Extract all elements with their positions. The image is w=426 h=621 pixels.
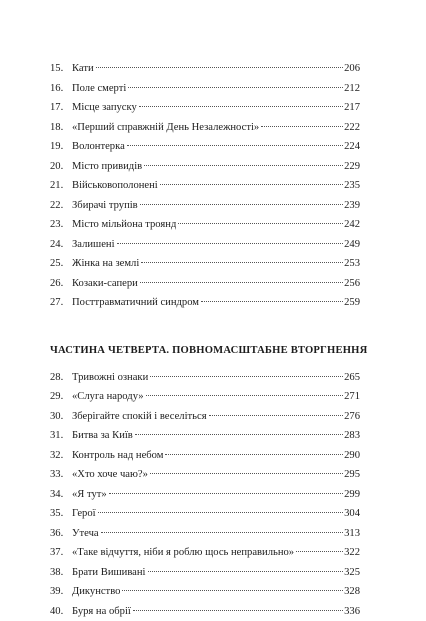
toc-entry bbox=[50, 215, 360, 235]
chapter-title: Дикунство bbox=[72, 582, 120, 602]
toc-entry bbox=[50, 602, 360, 621]
chapter-title: Буря на обрії bbox=[72, 602, 131, 621]
toc-entry bbox=[50, 254, 360, 274]
page-number: 265 bbox=[344, 368, 360, 388]
page-number: 271 bbox=[344, 387, 360, 407]
chapter-number: 20. bbox=[50, 157, 72, 177]
dot-leader bbox=[101, 532, 344, 533]
chapter-title: Збирачі трупів bbox=[72, 196, 138, 216]
chapter-title: Контроль над небом bbox=[72, 446, 163, 466]
chapter-title: Жінка на землі bbox=[72, 254, 139, 274]
toc-part-three-list bbox=[50, 59, 360, 313]
chapter-number: 23. bbox=[50, 215, 72, 235]
toc-entry bbox=[50, 563, 360, 583]
chapter-title: Брати Вишивані bbox=[72, 563, 146, 583]
toc-entry bbox=[50, 504, 360, 524]
chapter-number: 24. bbox=[50, 235, 72, 255]
chapter-number: 27. bbox=[50, 293, 72, 313]
dot-leader bbox=[139, 106, 343, 107]
toc-entry bbox=[50, 176, 360, 196]
chapter-title: Герої bbox=[72, 504, 96, 524]
chapter-number: 18. bbox=[50, 118, 72, 138]
page-number: 328 bbox=[344, 582, 360, 602]
dot-leader bbox=[201, 301, 343, 302]
dot-leader bbox=[109, 493, 343, 494]
chapter-number: 40. bbox=[50, 602, 72, 621]
dot-leader bbox=[178, 223, 343, 224]
toc-entry bbox=[50, 157, 360, 177]
toc-entry bbox=[50, 98, 360, 118]
chapter-title: Волонтерка bbox=[72, 137, 125, 157]
chapter-number: 16. bbox=[50, 79, 72, 99]
toc-entry bbox=[50, 137, 360, 157]
chapter-number: 30. bbox=[50, 407, 72, 427]
chapter-number: 17. bbox=[50, 98, 72, 118]
dot-leader bbox=[141, 262, 343, 263]
chapter-title: Військовополонені bbox=[72, 176, 158, 196]
toc-entry bbox=[50, 368, 360, 388]
toc-entry bbox=[50, 465, 360, 485]
chapter-number: 39. bbox=[50, 582, 72, 602]
dot-leader bbox=[209, 415, 344, 416]
chapter-title: «Хто хоче чаю?» bbox=[72, 465, 148, 485]
dot-leader bbox=[296, 551, 343, 552]
chapter-number: 26. bbox=[50, 274, 72, 294]
page-number: 229 bbox=[344, 157, 360, 177]
chapter-number: 38. bbox=[50, 563, 72, 583]
dot-leader bbox=[98, 512, 344, 513]
page-number: 304 bbox=[344, 504, 360, 524]
page-number: 325 bbox=[344, 563, 360, 583]
toc-entry bbox=[50, 426, 360, 446]
chapter-title: Посттравматичний синдром bbox=[72, 293, 199, 313]
chapter-number: 31. bbox=[50, 426, 72, 446]
page-number: 235 bbox=[344, 176, 360, 196]
chapter-title: Місто привидів bbox=[72, 157, 142, 177]
toc-entry bbox=[50, 387, 360, 407]
dot-leader bbox=[148, 571, 344, 572]
page-number: 276 bbox=[344, 407, 360, 427]
toc-part-four-list bbox=[50, 368, 360, 621]
page-number: 256 bbox=[344, 274, 360, 294]
page-number: 299 bbox=[344, 485, 360, 505]
chapter-title: Битва за Київ bbox=[72, 426, 133, 446]
page-number: 283 bbox=[344, 426, 360, 446]
dot-leader bbox=[150, 376, 343, 377]
dot-leader bbox=[117, 243, 344, 244]
page-number: 206 bbox=[344, 59, 360, 79]
dot-leader bbox=[96, 67, 343, 68]
dot-leader bbox=[127, 145, 343, 146]
chapter-number: 15. bbox=[50, 59, 72, 79]
chapter-number: 29. bbox=[50, 387, 72, 407]
section-spacer bbox=[50, 361, 360, 368]
toc-entry bbox=[50, 79, 360, 99]
chapter-title: «Перший справжній День Незалежності» bbox=[72, 118, 259, 138]
chapter-number: 21. bbox=[50, 176, 72, 196]
page-number: 259 bbox=[344, 293, 360, 313]
chapter-title: Поле смерті bbox=[72, 79, 126, 99]
chapter-title: Місто мільйона троянд bbox=[72, 215, 176, 235]
toc-entry bbox=[50, 59, 360, 79]
page-number: 322 bbox=[344, 543, 360, 563]
toc-entry bbox=[50, 524, 360, 544]
toc-entry bbox=[50, 407, 360, 427]
chapter-number: 32. bbox=[50, 446, 72, 466]
page-number: 222 bbox=[344, 118, 360, 138]
dot-leader bbox=[135, 434, 343, 435]
page-number: 290 bbox=[344, 446, 360, 466]
dot-leader bbox=[140, 282, 343, 283]
dot-leader bbox=[122, 590, 343, 591]
page-number: 224 bbox=[344, 137, 360, 157]
chapter-number: 36. bbox=[50, 524, 72, 544]
toc-entry bbox=[50, 485, 360, 505]
chapter-number: 33. bbox=[50, 465, 72, 485]
page-number: 217 bbox=[344, 98, 360, 118]
chapter-title: Тривожні ознаки bbox=[72, 368, 148, 388]
dot-leader bbox=[261, 126, 343, 127]
toc-entry bbox=[50, 446, 360, 466]
chapter-title: Залишені bbox=[72, 235, 115, 255]
chapter-title: Кати bbox=[72, 59, 94, 79]
dot-leader bbox=[144, 165, 343, 166]
dot-leader bbox=[140, 204, 343, 205]
dot-leader bbox=[150, 473, 343, 474]
chapter-number: 35. bbox=[50, 504, 72, 524]
chapter-number: 22. bbox=[50, 196, 72, 216]
dot-leader bbox=[133, 610, 343, 611]
page-number: 253 bbox=[344, 254, 360, 274]
page-number: 313 bbox=[344, 524, 360, 544]
chapter-title: «Я тут» bbox=[72, 485, 107, 505]
page-number: 336 bbox=[344, 602, 360, 621]
toc-entry bbox=[50, 543, 360, 563]
page-number: 242 bbox=[344, 215, 360, 235]
table-of-contents-page bbox=[50, 59, 360, 621]
section-spacer bbox=[50, 313, 360, 341]
toc-entry bbox=[50, 196, 360, 216]
page-number: 239 bbox=[344, 196, 360, 216]
dot-leader bbox=[146, 395, 344, 396]
chapter-title: «Слуга народу» bbox=[72, 387, 144, 407]
chapter-title: Зберігайте спокій і веселіться bbox=[72, 407, 207, 427]
chapter-number: 25. bbox=[50, 254, 72, 274]
chapter-title: «Таке відчуття, ніби я роблю щось неправильно» bbox=[72, 543, 294, 563]
toc-entry bbox=[50, 293, 360, 313]
toc-entry bbox=[50, 274, 360, 294]
chapter-number: 28. bbox=[50, 368, 72, 388]
dot-leader bbox=[160, 184, 343, 185]
chapter-title: Утеча bbox=[72, 524, 99, 544]
page-number: 249 bbox=[344, 235, 360, 255]
part-four-heading: ЧАСТИНА ЧЕТВЕРТА. ПОВНОМАСШТАБНЕ ВТОРГНЕННЯ bbox=[50, 341, 360, 361]
toc-entry bbox=[50, 235, 360, 255]
page-number: 295 bbox=[344, 465, 360, 485]
chapter-number: 37. bbox=[50, 543, 72, 563]
chapter-title: Козаки-сапери bbox=[72, 274, 138, 294]
chapter-number: 19. bbox=[50, 137, 72, 157]
chapter-number: 34. bbox=[50, 485, 72, 505]
dot-leader bbox=[128, 87, 343, 88]
page-number: 212 bbox=[344, 79, 360, 99]
toc-entry bbox=[50, 118, 360, 138]
chapter-title: Місце запуску bbox=[72, 98, 137, 118]
dot-leader bbox=[165, 454, 343, 455]
